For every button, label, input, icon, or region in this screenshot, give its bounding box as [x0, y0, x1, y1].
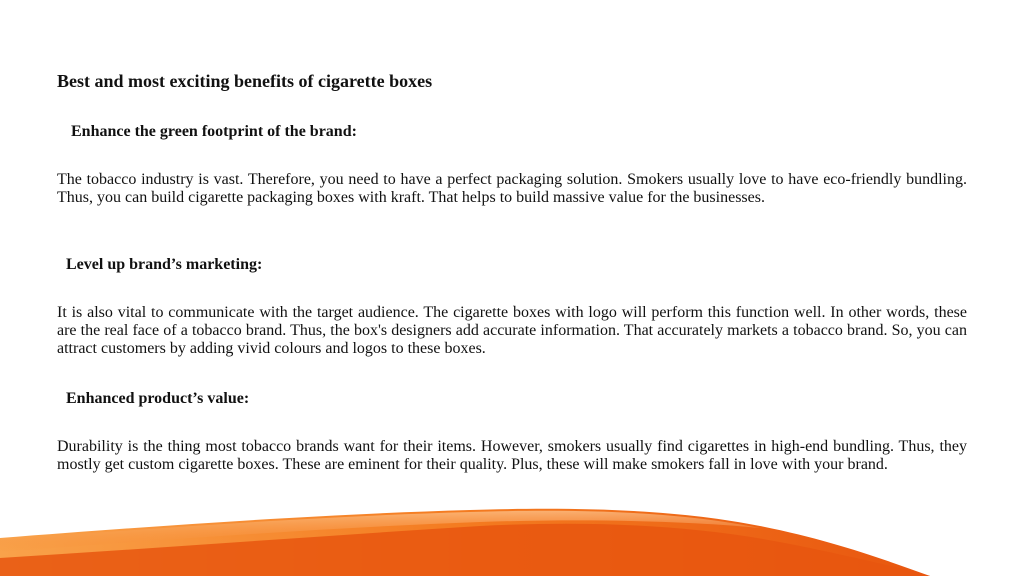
section-heading-product-value: Enhanced product’s value:: [66, 390, 250, 407]
page-title: Best and most exciting benefits of cigarette boxes: [57, 71, 433, 91]
section-body-green-footprint: The tobacco industry is vast. Therefore, you need to have a perfect packaging solution. Smokers usually love to have eco-friendly bundling. Thus, you can build cigarette packaging boxes with kraft. That helps to build massive value for the businesses.: [57, 171, 967, 206]
section-body-product-value: Durability is the thing most tobacco brands want for their items. However, smokers usually find cigarettes in high-end bundling. Thus, they mostly get custom cigarette boxes. These are eminent for their quality. Plus, these will make smokers fall in love with your brand.: [57, 438, 967, 473]
section-heading-green-footprint: Enhance the green footprint of the brand:: [71, 123, 357, 140]
section-heading-marketing: Level up brand’s marketing:: [66, 256, 263, 273]
decorative-orange-wave: [0, 496, 1024, 576]
section-body-marketing: It is also vital to communicate with the target audience. The cigarette boxes with logo will perform this function well. In other words, these are the real face of a tobacco brand. Thus, the box's designers add accurate information. That accurately markets a tobacco brand. So, you can attract customers by adding vivid colours and logos to these boxes.: [57, 304, 967, 357]
